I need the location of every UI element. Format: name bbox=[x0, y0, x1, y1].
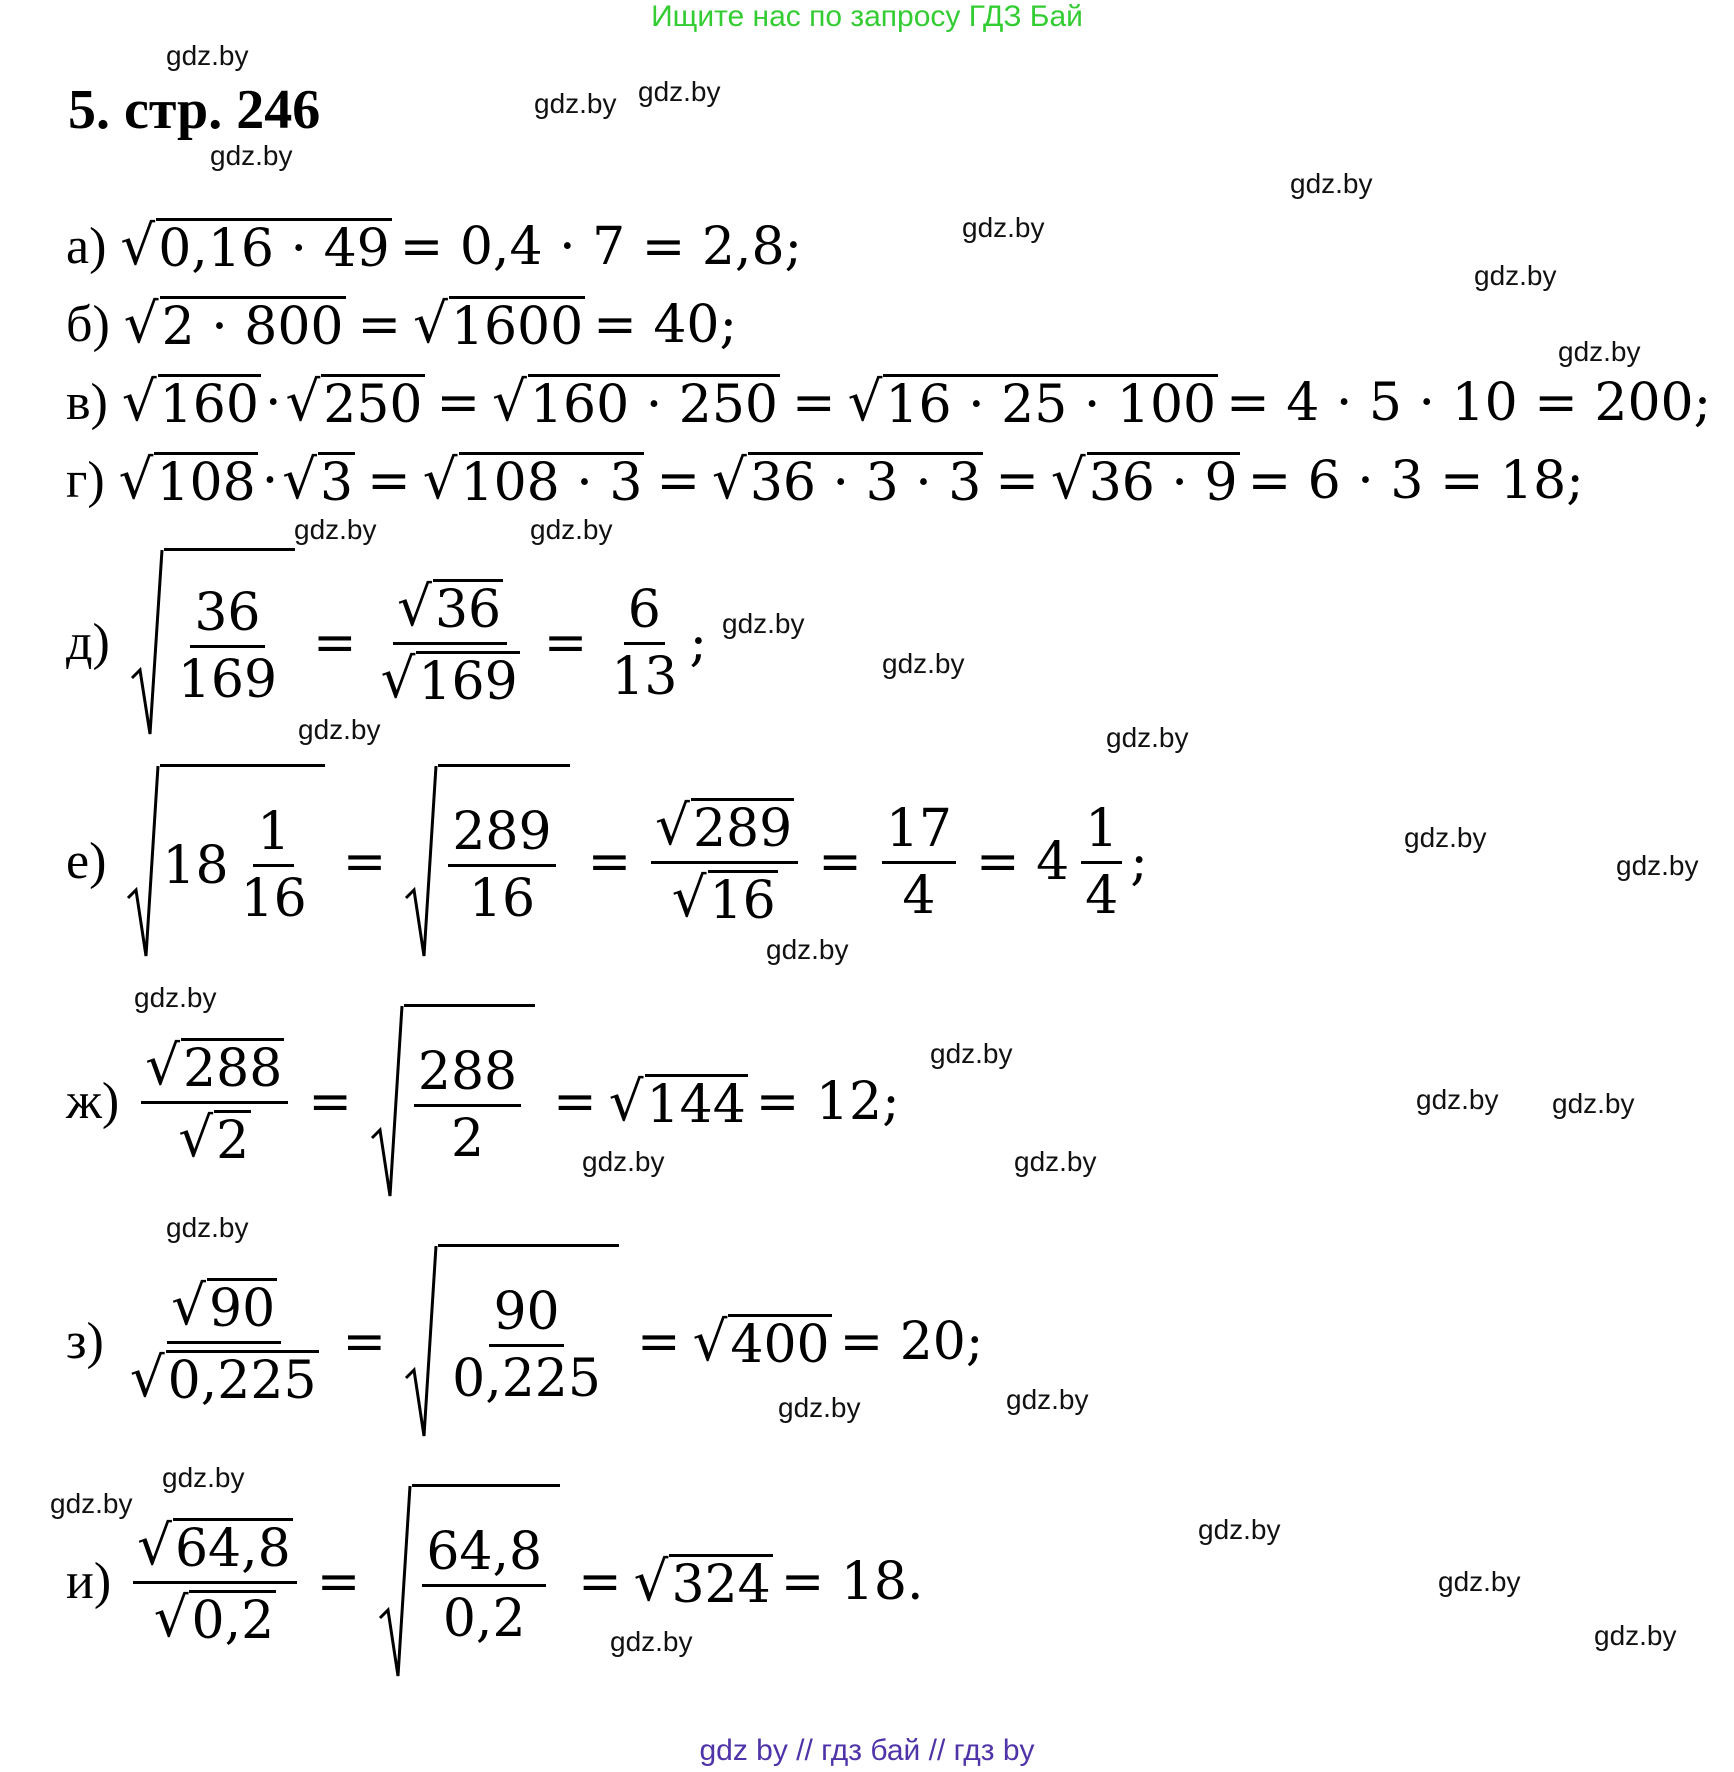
item-zh bbox=[66, 1004, 908, 1200]
equals: = bbox=[543, 613, 588, 673]
expression-tail: = 20; bbox=[839, 1312, 984, 1372]
watermark: gdz.by bbox=[1474, 260, 1557, 291]
watermark: gdz.by bbox=[930, 1038, 1013, 1069]
fraction: 289 16 bbox=[448, 806, 555, 925]
expression-tail: = 4 · 5 · 10 = 200; bbox=[1226, 372, 1712, 433]
equals: = 4 bbox=[975, 832, 1070, 892]
item-v bbox=[66, 369, 1719, 435]
equals: = bbox=[656, 450, 701, 511]
watermark: gdz.by bbox=[162, 1462, 245, 1493]
watermark: gdz.by bbox=[166, 40, 249, 71]
watermark: gdz.by bbox=[766, 934, 849, 965]
sqrt: √ 144 bbox=[608, 1068, 746, 1135]
watermark: gdz.by bbox=[962, 212, 1045, 243]
semicolon: ; bbox=[1130, 832, 1148, 892]
equals: = bbox=[587, 832, 632, 892]
watermark: gdz.by bbox=[210, 140, 293, 171]
watermark: gdz.by bbox=[1552, 1088, 1635, 1119]
expression-tail: = 0,4 · 7 = 2,8; bbox=[399, 216, 803, 277]
item-g bbox=[66, 447, 1592, 513]
item-label: б) bbox=[66, 295, 110, 353]
sqrt-fraction bbox=[404, 1244, 619, 1440]
watermark: gdz.by bbox=[638, 76, 721, 107]
item-z bbox=[66, 1244, 991, 1440]
watermark: gdz.by bbox=[134, 982, 217, 1013]
item-label: и) bbox=[66, 1553, 112, 1610]
item-d bbox=[66, 548, 707, 738]
fraction: 1 16 bbox=[240, 802, 307, 929]
watermark: gdz.by bbox=[166, 1212, 249, 1243]
watermark: gdz.by bbox=[1198, 1514, 1281, 1545]
fraction: √ 36 √ 169 bbox=[380, 573, 518, 712]
sqrt: √ 160 bbox=[121, 369, 259, 435]
watermark: gdz.by bbox=[778, 1392, 861, 1423]
equals: = bbox=[818, 832, 862, 892]
watermark: gdz.by bbox=[1616, 850, 1699, 881]
equals: = bbox=[357, 294, 402, 355]
expression-tail: = 6 · 3 = 18; bbox=[1247, 450, 1584, 511]
expression-tail: = 18. bbox=[780, 1552, 924, 1612]
expression-tail: = 40; bbox=[593, 294, 738, 355]
dot: · bbox=[264, 372, 282, 433]
equals: = bbox=[636, 1312, 681, 1372]
sqrt: √ 36 · 3 · 3 bbox=[712, 447, 982, 513]
equals: = bbox=[578, 1552, 622, 1612]
equals: = bbox=[792, 372, 836, 433]
watermark: gdz.by bbox=[1594, 1620, 1677, 1651]
sqrt: √ 2 · 800 bbox=[123, 291, 344, 357]
watermark: gdz.by bbox=[1404, 822, 1487, 853]
fraction: 90 0,225 bbox=[452, 1282, 601, 1409]
fraction: √ 288 √ 2 bbox=[141, 1038, 288, 1167]
fraction: 288 2 bbox=[414, 1046, 521, 1165]
watermark: gdz.by bbox=[50, 1488, 133, 1519]
fraction: √ 90 √ 0,225 bbox=[129, 1272, 317, 1411]
item-label: ж) bbox=[66, 1073, 120, 1130]
footer-links[interactable]: gdz by // гдз бай // гдз by bbox=[699, 1734, 1035, 1767]
sqrt-fraction bbox=[370, 1004, 535, 1200]
sqrt-fraction bbox=[378, 1484, 560, 1680]
watermark: gdz.by bbox=[1416, 1084, 1499, 1115]
equals: = bbox=[995, 450, 1039, 511]
sqrt: √ 250 bbox=[285, 369, 423, 435]
watermark: gdz.by bbox=[1438, 1566, 1521, 1597]
fraction: 36 169 bbox=[177, 583, 278, 710]
item-a bbox=[66, 213, 810, 279]
sqrt: √ 324 bbox=[633, 1548, 771, 1615]
sqrt-fraction bbox=[404, 764, 569, 960]
item-b bbox=[66, 291, 745, 357]
equals: = bbox=[308, 1072, 352, 1132]
equals: = bbox=[367, 450, 411, 511]
watermark: gdz.by bbox=[298, 714, 381, 745]
watermark: gdz.by bbox=[722, 608, 805, 639]
item-label: в) bbox=[66, 373, 108, 431]
item-label: а) bbox=[66, 217, 107, 275]
sqrt: √ 0,16 · 49 bbox=[120, 213, 390, 279]
item-label: е) bbox=[66, 833, 107, 890]
watermark: gdz.by bbox=[1290, 168, 1373, 199]
expression-tail: = 12; bbox=[755, 1072, 900, 1132]
watermark: gdz.by bbox=[1006, 1384, 1089, 1415]
sqrt: √ 160 · 250 bbox=[492, 369, 778, 435]
watermark: gdz.by bbox=[610, 1626, 693, 1657]
sqrt-mixed-number: 18 1 16 bbox=[126, 764, 324, 960]
equals: = bbox=[313, 613, 357, 673]
equals: = bbox=[553, 1072, 597, 1132]
exercise-heading: 5. стр. 246 bbox=[68, 79, 321, 141]
sqrt: √ 108 bbox=[118, 447, 256, 513]
watermark: gdz.by bbox=[534, 88, 617, 119]
fraction: $\frac{17}{4}$ bbox=[882, 803, 956, 922]
item-label: г) bbox=[66, 451, 105, 509]
watermark: gdz.by bbox=[1014, 1146, 1097, 1177]
sqrt: √ 16 · 25 · 100 bbox=[847, 369, 1217, 435]
dot: · bbox=[261, 450, 279, 511]
item-label: з) bbox=[66, 1313, 104, 1370]
fraction: 64,8 0,2 bbox=[422, 1526, 546, 1645]
sqrt-fraction bbox=[130, 548, 295, 738]
sqrt: √ 108 · 3 bbox=[422, 447, 643, 513]
sqrt: √ 400 bbox=[692, 1308, 830, 1375]
watermark: gdz.by bbox=[882, 648, 965, 679]
sqrt: √ 3 bbox=[282, 447, 354, 513]
fraction: √ 289 √ 16 bbox=[651, 798, 798, 927]
item-e bbox=[66, 764, 1148, 960]
watermark: gdz.by bbox=[1558, 336, 1641, 367]
semicolon: ; bbox=[689, 613, 707, 673]
equals: = bbox=[316, 1552, 361, 1612]
equals: = bbox=[342, 1312, 387, 1372]
watermark: gdz.by bbox=[582, 1146, 665, 1177]
search-banner: Ищите нас по запросу ГДЗ Бай bbox=[651, 0, 1083, 33]
equals: = bbox=[342, 832, 387, 892]
sqrt: √ 1600 bbox=[413, 291, 584, 357]
sqrt: √ 36 · 9 bbox=[1050, 447, 1238, 513]
equals: = bbox=[436, 372, 481, 433]
watermark: gdz.by bbox=[530, 514, 613, 545]
item-i bbox=[66, 1484, 932, 1680]
watermark: gdz.by bbox=[1106, 722, 1189, 753]
fraction: √ 64,8 √ 0,2 bbox=[133, 1518, 297, 1647]
watermark: gdz.by bbox=[294, 514, 377, 545]
item-label: д) bbox=[66, 614, 110, 671]
fraction: 1 4 bbox=[1081, 803, 1122, 922]
fraction: $\frac{6}{13}$ bbox=[611, 579, 678, 707]
